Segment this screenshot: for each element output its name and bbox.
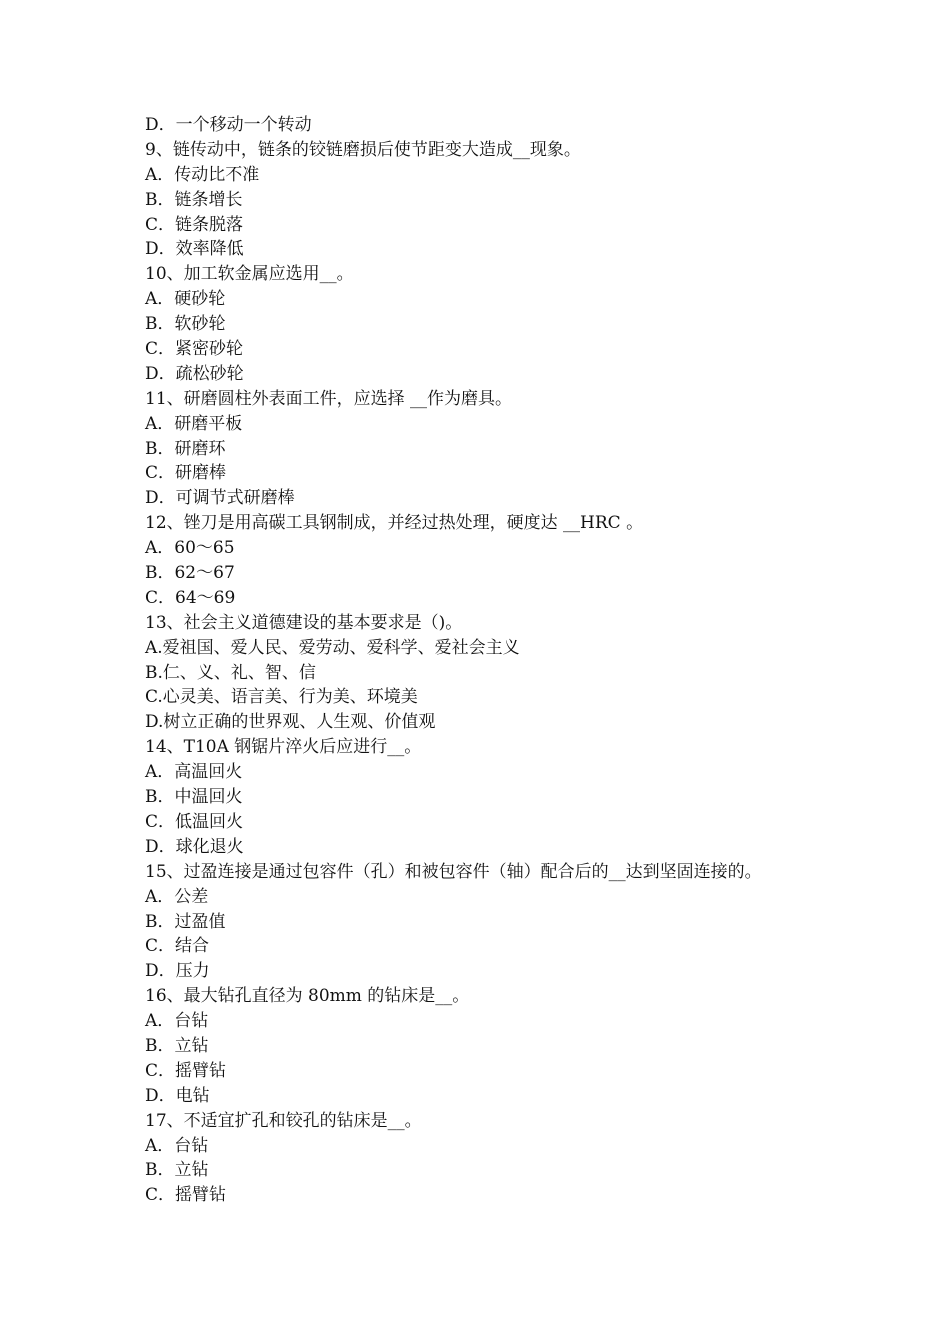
option-line: A.爱祖国、爱人民、爱劳动、爱科学、爱社会主义	[145, 637, 520, 658]
option-line: A．台钻	[145, 1011, 209, 1032]
option-line: B．立钻	[145, 1035, 209, 1056]
option-line: A．台钻	[145, 1135, 209, 1156]
option-line: A．传动比不准	[145, 164, 260, 185]
question-line: 12、锉刀是用高碳工具钢制成，并经过热处理，硬度达 __HRC 。	[145, 513, 644, 534]
option-line: C．结合	[145, 936, 210, 957]
option-line: D．效率降低	[145, 239, 244, 260]
option-line: A．研磨平板	[145, 413, 243, 434]
option-line: B．中温回火	[145, 787, 243, 808]
option-line: D．疏松砂轮	[145, 363, 244, 384]
option-line: C．研磨棒	[145, 463, 227, 484]
option-line: D．一个移动一个转动	[145, 115, 312, 135]
question-line: 11、研磨圆柱外表面工件，应选择 __作为磨具。	[145, 388, 513, 409]
option-line: C．摇臂钻	[145, 1060, 227, 1081]
option-line: C．摇臂钻	[145, 1185, 227, 1206]
option-line: B．62～67	[145, 563, 235, 584]
question-line: 9、链传动中，链条的铰链磨损后使节距变大造成__现象。	[145, 139, 581, 160]
option-line: C．64～69	[145, 587, 236, 608]
option-line: D．压力	[145, 961, 210, 982]
option-line: D．电钻	[145, 1085, 210, 1106]
question-line: 14、T10A 钢锯片淬火后应进行__。	[145, 737, 422, 758]
option-line: B.仁、义、礼、智、信	[145, 662, 316, 683]
option-line: A．硬砂轮	[145, 289, 226, 310]
question-list	[145, 113, 845, 1208]
option-line: A．60～65	[145, 538, 235, 559]
option-line: A．公差	[145, 886, 209, 907]
option-line: B．软砂轮	[145, 314, 226, 335]
option-line: A．高温回火	[145, 762, 243, 783]
option-line: B．研磨环	[145, 438, 226, 459]
option-line: C．紧密砂轮	[145, 339, 244, 360]
option-line: B．过盈值	[145, 911, 226, 932]
option-line: D．球化退火	[145, 836, 244, 857]
option-line: D．可调节式研磨棒	[145, 488, 295, 509]
option-line: C.心灵美、语言美、行为美、环境美	[145, 687, 418, 708]
option-line: C．低温回火	[145, 811, 244, 832]
option-line: B．链条增长	[145, 189, 243, 210]
option-line: D.树立正确的世界观、人生观、价值观	[145, 712, 436, 733]
question-line: 16、最大钻孔直径为 80mm 的钻床是__。	[145, 986, 470, 1007]
option-line: C．链条脱落	[145, 214, 244, 235]
question-line: 15、过盈连接是通过包容件（孔）和被包容件（轴）配合后的__达到坚固连接的。	[145, 861, 762, 882]
option-line: B．立钻	[145, 1160, 209, 1181]
question-line: 17、不适宜扩孔和铰孔的钻床是__。	[145, 1110, 422, 1131]
question-line: 13、社会主义道德建设的基本要求是（)。	[145, 612, 463, 633]
question-line: 10、加工软金属应选用__。	[145, 264, 354, 285]
